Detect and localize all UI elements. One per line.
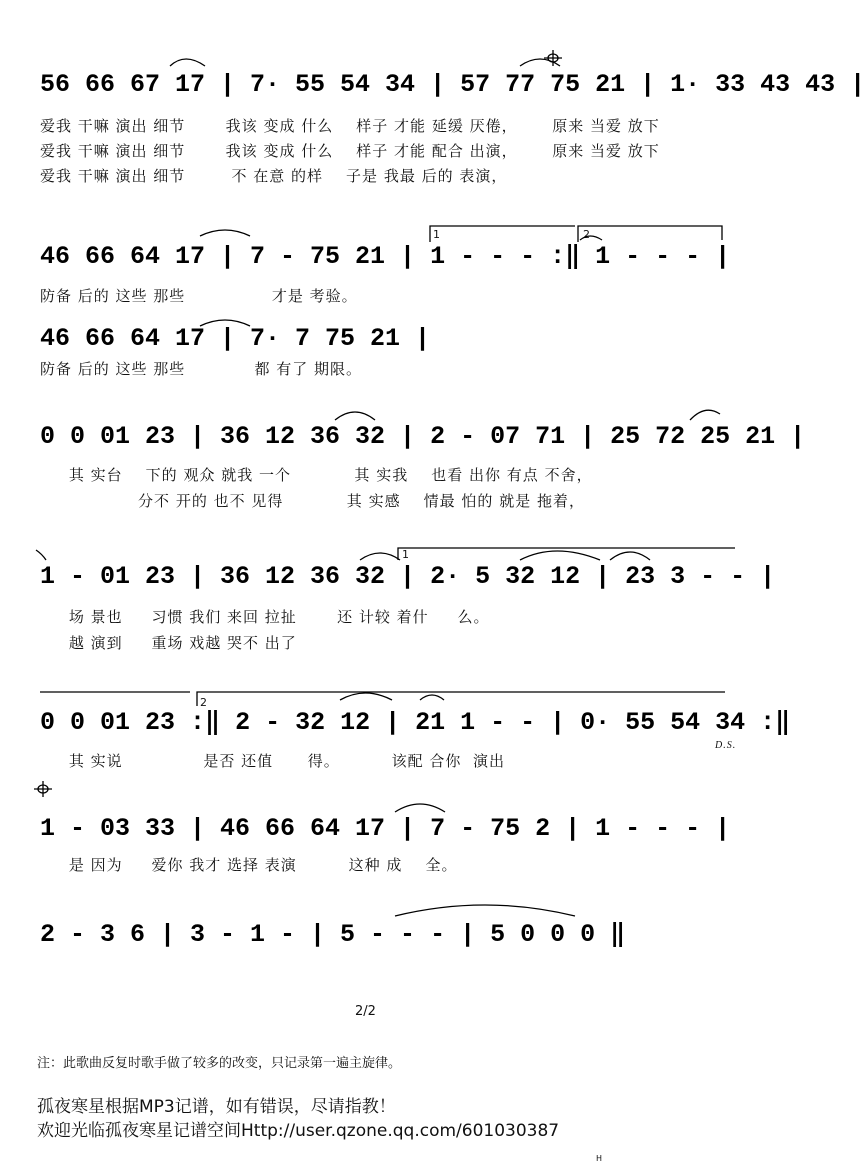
volta-bracket-1 — [430, 226, 575, 242]
lyric-7-verse-1: 是 因为 爱你 我才 选择 表演 这种 成 全。 — [40, 856, 458, 874]
lyric-1-verse-2: 爱我 干嘛 演出 细节 我该 变成 什么 样子 才能 配合 出演， 原来 当爱 放下 — [40, 142, 660, 160]
transcription-note: 注：此歌曲反复时歌手做了较多的改变，只记录第一遍主旋律。 — [37, 1056, 402, 1071]
ds-mark: D.S. — [715, 740, 737, 751]
volta-1-label: 1 — [402, 548, 410, 561]
tie-arc — [690, 410, 720, 420]
lyric-4-verse-2: 分不 开的 也不 见得 其 实感 情最 怕的 就是 拖着， — [40, 492, 585, 510]
volta-2-label: 2 — [200, 696, 208, 709]
corner-mark: H — [596, 1154, 603, 1163]
notation-line-6: 0 0 01 23 :‖ 2 - 32 12 | 21 1 - - | 0· 55 54 34 :‖ — [40, 708, 791, 737]
lyric-3-verse-1: 防备 后的 这些 那些 都 有了 期限。 — [40, 360, 363, 378]
coda-sign-icon — [544, 50, 562, 66]
notation-line-3: 46 66 64 17 | 7· 7 75 21 | — [40, 324, 431, 353]
lyric-4-verse-1: 其 实台 下的 观众 就我 一个 其 实我 也看 出你 有点 不舍， — [40, 466, 593, 484]
notation-line-4: 0 0 01 23 | 36 12 36 32 | 2 - 07 71 | 25 72 25 21 | — [40, 422, 806, 451]
lyric-6-verse-1: 其 实说 是否 还值 得。 该配 合你 演出 — [40, 752, 505, 770]
lyric-1-verse-1: 爱我 干嘛 演出 细节 我该 变成 什么 样子 才能 延缓 厌倦， 原来 当爱 放下 — [40, 117, 660, 135]
tie-arc — [395, 804, 445, 812]
credit-line-2: 欢迎光临孤夜寒星记谱空间Http://user.qzone.qq.com/601030387 — [37, 1121, 560, 1141]
tie-arc — [520, 551, 600, 560]
tie-arc — [200, 320, 250, 326]
lyric-5-verse-2: 越 演到 重场 戏越 哭不 出了 — [40, 634, 297, 652]
notation-line-1: 56 66 67 17 | 7· 55 54 34 | 57 77 75 21 | 1· 33 43 43 | — [40, 70, 865, 99]
page-number: 2/2 — [355, 1004, 376, 1019]
volta-2-label: 2 — [583, 228, 591, 241]
tie-arc — [580, 236, 602, 240]
tie-arc — [340, 693, 392, 700]
lyric-5-verse-1: 场 景也 习惯 我们 来回 拉扯 还 计较 着什 么。 — [40, 608, 490, 626]
tie-arc — [170, 59, 205, 66]
volta-1-label: 1 — [433, 228, 441, 241]
notation-line-5: 1 - 01 23 | 36 12 36 32 | 2· 5 32 12 | 23 3 - - | — [40, 562, 776, 591]
tie-arc — [395, 905, 575, 916]
tie-arc — [335, 412, 375, 420]
volta-bracket-2 — [197, 692, 725, 706]
credit-line-1: 孤夜寒星根据MP3记谱，如有错误，尽请指教！ — [37, 1097, 396, 1117]
tie-arc — [420, 695, 444, 700]
lyric-1-verse-3: 爱我 干嘛 演出 细节 不 在意 的样 子是 我最 后的 表演， — [40, 167, 508, 185]
tie-arc — [36, 550, 46, 560]
tie-arc — [200, 230, 250, 236]
notation-line-2: 46 66 64 17 | 7 - 75 21 | 1 - - - :‖ 1 - - - | — [40, 242, 731, 271]
coda-sign-icon — [34, 781, 52, 797]
tie-arc — [360, 553, 400, 560]
tie-arc — [610, 552, 650, 560]
volta-bracket-1 — [398, 548, 735, 560]
notation-line-8: 2 - 3 6 | 3 - 1 - | 5 - - - | 5 0 0 0 ‖ — [40, 920, 626, 949]
lyric-2-verse-1: 防备 后的 这些 那些 才是 考验。 — [40, 287, 358, 305]
volta-bracket-2 — [578, 226, 722, 242]
notation-line-7: 1 - 03 33 | 46 66 64 17 | 7 - 75 2 | 1 - - - | — [40, 814, 731, 843]
